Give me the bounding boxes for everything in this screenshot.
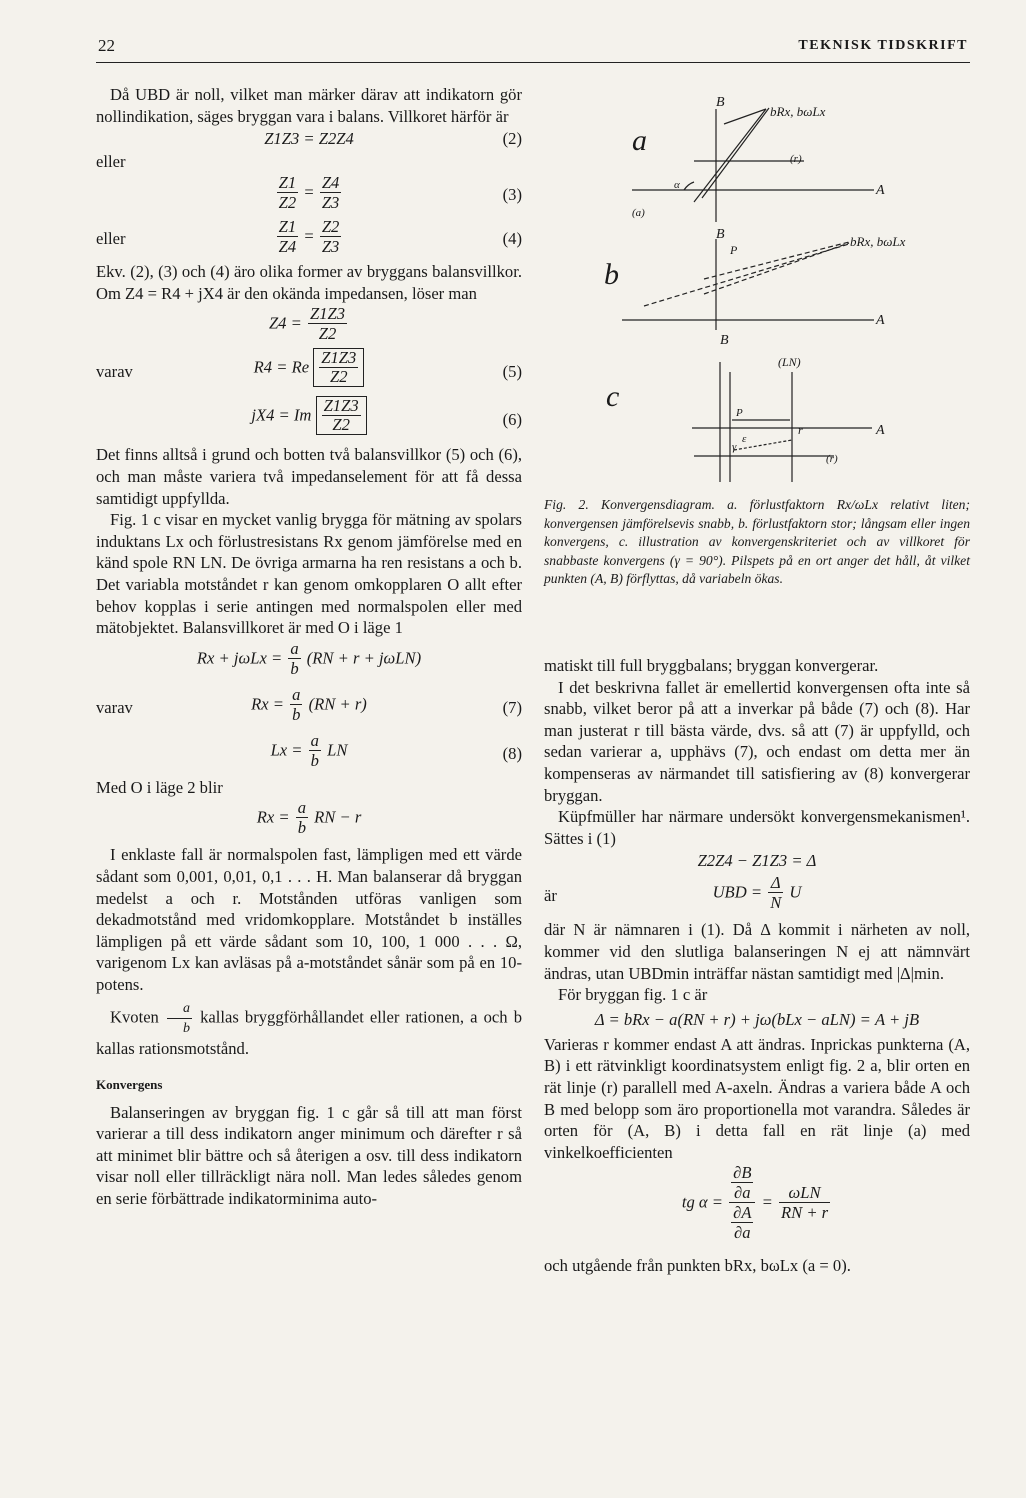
p-label: P bbox=[730, 243, 738, 257]
fraction bbox=[322, 397, 361, 434]
den: Z2 bbox=[308, 323, 347, 343]
paragraph: Då UBD är noll, vilket man märker därav att indikatorn gör nollindikation, säges bryggan vara i balans. Villkoret härför är bbox=[96, 85, 522, 126]
equation-number: (5) bbox=[502, 362, 522, 382]
right-column bbox=[544, 655, 970, 1277]
num: Z4 bbox=[321, 173, 340, 193]
den: b bbox=[310, 750, 319, 770]
equation-5 bbox=[96, 348, 522, 396]
fraction bbox=[277, 217, 299, 256]
text: Kvoten bbox=[110, 1007, 159, 1027]
fraction bbox=[320, 217, 342, 256]
equation-text: Z1Z3 = Z2Z4 bbox=[264, 129, 354, 149]
fraction bbox=[729, 1163, 755, 1202]
page-number: 22 bbox=[98, 36, 115, 55]
point-label: bRx, bωLx bbox=[850, 234, 906, 249]
paragraph: I enklaste fall är normalspolen fast, lämpligen med ett värde sådant som 0,001, 0,01, 0,1 . . . H. Man balanserar då bryggan medelst a och r. Motstånden utföras vanligen som dekadmotstånd med vridomkopplare. Motståndet b inställes lämpligen på ett värde sådant som 10, 100, 1 000 . . . Ω, varigenom Lx kan avläsas på a-motståndet sånär som på en 10-potens. bbox=[96, 845, 522, 994]
paragraph: matiskt till full bryggbalans; bryggan konvergerar. bbox=[544, 656, 879, 675]
paragraph: I det beskrivna fallet är emellertid konvergensen ofta inte så snabb, vilket beror på att a inverkar på både (7) och (8). Har man justerat r till bästa värde, dvs. så att (7) är uppfylld, och sedan varierar a, upphävs (7), och endast om detta mer än kompenseras av närmandet till satisfiering av (8) konvergerar bryggan. bbox=[544, 677, 970, 805]
equation-6 bbox=[96, 396, 522, 444]
num: a bbox=[310, 730, 319, 750]
text: kallas bryggförhållandet eller rationen, a och b kallas rationsmotstånd. bbox=[96, 1007, 522, 1059]
angle-arc bbox=[684, 182, 694, 190]
fraction bbox=[167, 999, 192, 1038]
fraction bbox=[296, 798, 308, 837]
left-column bbox=[96, 84, 522, 1210]
fraction bbox=[308, 304, 347, 343]
lhs: UBD = bbox=[712, 883, 763, 903]
fraction bbox=[320, 173, 342, 212]
den: Z4 bbox=[278, 237, 297, 257]
diagram-svg bbox=[544, 94, 970, 504]
varav-label: varav bbox=[96, 697, 133, 717]
label-a: a bbox=[632, 124, 647, 157]
fraction bbox=[729, 1163, 755, 1242]
varav-label: varav bbox=[96, 362, 133, 382]
rhs: (RN + r + jωLN) bbox=[306, 648, 422, 668]
equation-tg bbox=[544, 1163, 970, 1255]
eller-label: eller bbox=[96, 152, 126, 172]
fraction bbox=[288, 639, 300, 678]
equation-delta bbox=[544, 849, 970, 873]
equation-number: (6) bbox=[502, 410, 522, 430]
rhs: RN − r bbox=[314, 808, 362, 828]
den: Z2 bbox=[322, 415, 361, 434]
axis-b-label: B bbox=[716, 95, 725, 110]
ln-line-label: (LN) bbox=[778, 355, 801, 369]
den: Z3 bbox=[321, 237, 340, 257]
den: N bbox=[770, 893, 782, 913]
equation-text: Z2Z4 − Z1Z3 = Δ bbox=[697, 851, 817, 871]
lhs: jX4 = Im bbox=[251, 406, 312, 426]
num: a bbox=[297, 798, 306, 818]
axis-a-label: A bbox=[876, 423, 885, 438]
lhs: Z4 = bbox=[268, 314, 302, 334]
lhs: tg α = bbox=[681, 1192, 723, 1212]
paragraph: Varieras r kommer endast A att ändras. Inprickas punkterna (A, B) i ett rätvinkligt koordinatsystem enligt fig. 2 a, blir orten en rät linje (r) parallell med A-axeln. Ändras a variera både A och B med belopp som äro proportionella mot varandra. Således är orten för (A, B) i detta fall en rät linje (a) med vinkelkoefficienten bbox=[544, 1034, 970, 1162]
den: ∂a bbox=[731, 1222, 753, 1242]
num: Z1Z3 bbox=[323, 396, 359, 416]
point-label: bRx, bωLx bbox=[770, 104, 826, 119]
p-label: P bbox=[736, 407, 743, 419]
rhs: U bbox=[789, 883, 802, 903]
r-line bbox=[704, 242, 849, 279]
equation-number: (2) bbox=[502, 129, 522, 149]
lhs: Lx = bbox=[270, 740, 303, 760]
equation-position2 bbox=[96, 798, 522, 844]
fraction bbox=[319, 349, 358, 386]
a-line bbox=[694, 109, 766, 202]
equation-number: (4) bbox=[502, 229, 522, 249]
rhs: (RN + r) bbox=[308, 694, 367, 714]
num: Z1 bbox=[278, 173, 297, 193]
equation-number: (3) bbox=[502, 185, 522, 205]
r-label: r bbox=[798, 423, 803, 437]
equals: = bbox=[761, 1192, 773, 1212]
equation-balance bbox=[96, 639, 522, 685]
angle-label: α bbox=[674, 179, 680, 191]
den: Z2 bbox=[319, 367, 358, 386]
fraction bbox=[779, 1183, 830, 1222]
axis-b-label: B bbox=[716, 227, 725, 242]
equation-4: eller $\frac{Z1}{Z4}$ = $\frac{Z2}{Z3}$ (4) bbox=[96, 217, 522, 257]
num: Z1Z3 bbox=[309, 304, 346, 324]
den: b bbox=[290, 658, 299, 678]
lhs: Rx = bbox=[256, 808, 290, 828]
paragraph: Küpfmüller har närmare undersökt konvergensmekanismen¹. Sättes i (1) bbox=[544, 807, 970, 848]
paragraph: Med O i läge 2 blir bbox=[96, 777, 223, 797]
label-c: c bbox=[606, 380, 620, 413]
den: b bbox=[297, 818, 306, 838]
figure-caption: Fig. 2. Konvergensdiagram. a. förlustfaktorn Rx/ωLx relativt liten; konvergensen jämförelsevis snabb, b. förlustfaktorn stor; långsam eller ingen konvergens, c. illustration av konvergenskriteriet och av villkoret för snabbaste konvergens (γ = 90°). Pilspets på en ort anger det håll, åt vilket punkten (A, B) förflyttas, då variabeln ökas. bbox=[544, 497, 970, 586]
paragraph: För bryggan fig. 1 c är bbox=[558, 985, 708, 1005]
convergence-diagram bbox=[544, 94, 970, 504]
equation-8 bbox=[96, 731, 522, 777]
paragraph: Ekv. (2), (3) och (4) äro olika former av bryggans balansvillkor. Om Z4 = R4 + jX4 är den okända impedansen, löser man bbox=[96, 262, 522, 303]
den: ∂a bbox=[731, 1182, 753, 1202]
bracket bbox=[316, 396, 367, 435]
fraction bbox=[290, 685, 302, 724]
fraction bbox=[277, 173, 299, 212]
fraction bbox=[729, 1202, 755, 1242]
num: Δ bbox=[770, 873, 781, 893]
header-rule bbox=[96, 62, 970, 63]
paragraph: och utgående från punkten bRx, bωLx (a = 0). bbox=[544, 1256, 851, 1276]
den: Z2 bbox=[278, 193, 297, 213]
lhs: R4 = Re bbox=[253, 358, 310, 378]
a-line bbox=[702, 108, 769, 198]
r-line-label: (r) bbox=[790, 153, 802, 165]
paragraph bbox=[96, 999, 522, 1060]
num: ωLN bbox=[788, 1183, 821, 1203]
eps-label: ε bbox=[742, 433, 747, 445]
num: ∂B bbox=[733, 1163, 752, 1183]
a-line-label: (a) bbox=[632, 207, 645, 219]
gamma-label: γ bbox=[732, 441, 737, 453]
equation-7 bbox=[96, 685, 522, 731]
bracket bbox=[313, 348, 364, 387]
axis-a-label: A bbox=[876, 313, 885, 328]
rhs: LN bbox=[327, 740, 348, 760]
paragraph: där N är nämnaren i (1). Då Δ kommit i närheten av noll, kommer vid den slutliga balanseringen N ej att nämnvärt ändras, utan UBDmin inträffar nästan samtidigt med |Δ|min. bbox=[544, 920, 970, 983]
r-line-label: (r) bbox=[826, 453, 838, 465]
num: a bbox=[292, 684, 301, 704]
num: a bbox=[290, 638, 299, 658]
den: b bbox=[292, 704, 301, 724]
equation-ubd bbox=[544, 873, 970, 919]
equation-number: (7) bbox=[502, 697, 522, 717]
eller-label: eller bbox=[96, 229, 126, 249]
num: ∂A bbox=[733, 1203, 752, 1223]
a-line bbox=[704, 243, 849, 294]
paragraph: Balanseringen av bryggan fig. 1 c går så till att man först varierar a till dess indikatorn anger minimum och därefter r så att minimet blir bättre och så återigen a osv. till dess indikatorn visar noll eller tillräckligt nära noll. Man ledes således genom en serie förbättrade indikatorminima auto- bbox=[96, 1102, 522, 1209]
axis-b-label: B bbox=[720, 333, 729, 348]
equation-2 bbox=[96, 127, 522, 151]
num: Z1 bbox=[278, 217, 297, 237]
journal-title: TEKNISK TIDSKRIFT bbox=[798, 38, 968, 53]
fraction bbox=[768, 873, 783, 912]
paragraph: Det finns alltså i grund och botten två balansvillkor (5) och (6), och man måste variera två impedanselement för att få dessa samtidigt uppfyllda. bbox=[96, 445, 522, 508]
num: Z1Z3 bbox=[321, 348, 357, 368]
num: Z2 bbox=[321, 217, 340, 237]
lhs: Rx = bbox=[251, 694, 285, 714]
equation-text: Δ = bRx − a(RN + r) + jω(bLx − aLN) = A + jB bbox=[594, 1009, 920, 1029]
num: a bbox=[182, 1001, 190, 1017]
den: RN + r bbox=[780, 1203, 829, 1223]
section-heading: Konvergens bbox=[96, 1077, 163, 1093]
equation-3: $\frac{Z1}{Z2}$ = $\frac{Z4}{Z3}$ (3) bbox=[278, 173, 522, 213]
equation-number: (8) bbox=[502, 743, 522, 763]
equation-full bbox=[544, 1006, 970, 1034]
fraction bbox=[309, 731, 321, 770]
axis-a-label: A bbox=[876, 183, 885, 198]
lhs: Rx + jωLx = bbox=[196, 648, 283, 668]
paragraph: Fig. 1 c visar en mycket vanlig brygga för mätning av spolars induktans Lx och förlustresistans Rx genom jämförelse med en känd spole RN LN. De övriga armarna ha ren resistans a och b. Det variabla motståndet r kan genom omkopplaren O allt efter behov kopplas i serie antingen med normalspolen eller med mätobjektet. Balansvillkoret är med O i läge 1 bbox=[96, 510, 522, 638]
label-b: b bbox=[604, 258, 619, 291]
den: b bbox=[167, 1018, 192, 1038]
equation-z4 bbox=[96, 304, 522, 348]
ar-label: är bbox=[544, 886, 557, 906]
den: Z3 bbox=[321, 193, 340, 213]
